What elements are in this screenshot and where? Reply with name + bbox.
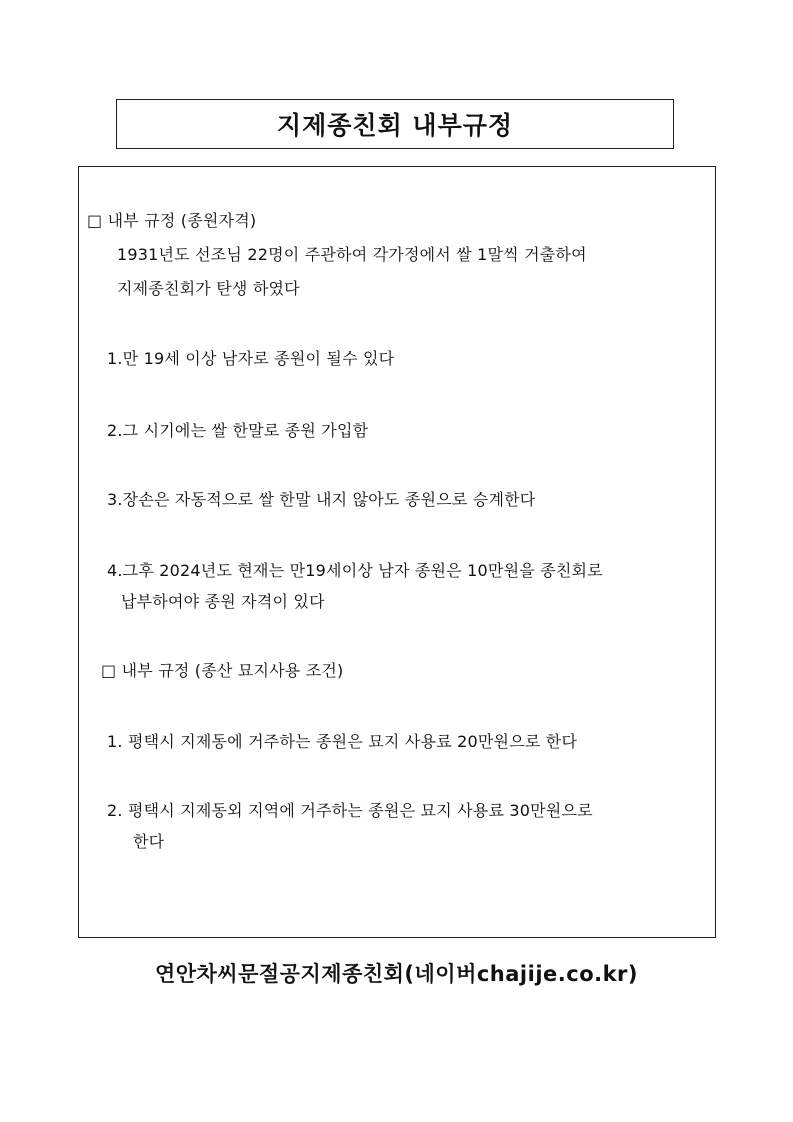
section2-item-2-continued: 한다 bbox=[133, 832, 165, 851]
section1-item-4: 4.그후 2024년도 현재는 만19세이상 남자 종원은 10만원을 종친회로 bbox=[107, 561, 603, 580]
section1-item-3: 3.장손은 자동적으로 쌀 한말 내지 않아도 종원으로 승계한다 bbox=[107, 490, 536, 509]
section1-intro-line1: 1931년도 선조님 22명이 주관하여 각가정에서 쌀 1말씩 거출하여 bbox=[117, 245, 587, 264]
section1-item-1: 1.만 19세 이상 남자로 종원이 될수 있다 bbox=[107, 349, 395, 368]
section1-intro-line2: 지제종친회가 탄생 하였다 bbox=[117, 279, 300, 298]
section1-heading: □ 내부 규정 (종원자격) bbox=[87, 211, 257, 230]
section2-item-1: 1. 평택시 지제동에 거주하는 종원은 묘지 사용료 20만원으로 한다 bbox=[107, 732, 578, 751]
section2-heading: □ 내부 규정 (종산 묘지사용 조건) bbox=[101, 661, 344, 680]
section1-item-2: 2.그 시기에는 쌀 한말로 종원 가입함 bbox=[107, 421, 369, 440]
title-box bbox=[116, 99, 674, 149]
content-box bbox=[78, 166, 716, 938]
section2-item-2: 2. 평택시 지제동외 지역에 거주하는 종원은 묘지 사용료 30만원으로 bbox=[107, 801, 593, 820]
footer-organization: 연안차씨문절공지제종친회(네이버chajije.co.kr) bbox=[154, 962, 639, 986]
section1-item-4-continued: 납부하여야 종원 자격이 있다 bbox=[121, 592, 325, 611]
page-title: 지제종친회 내부규정 bbox=[276, 111, 514, 140]
